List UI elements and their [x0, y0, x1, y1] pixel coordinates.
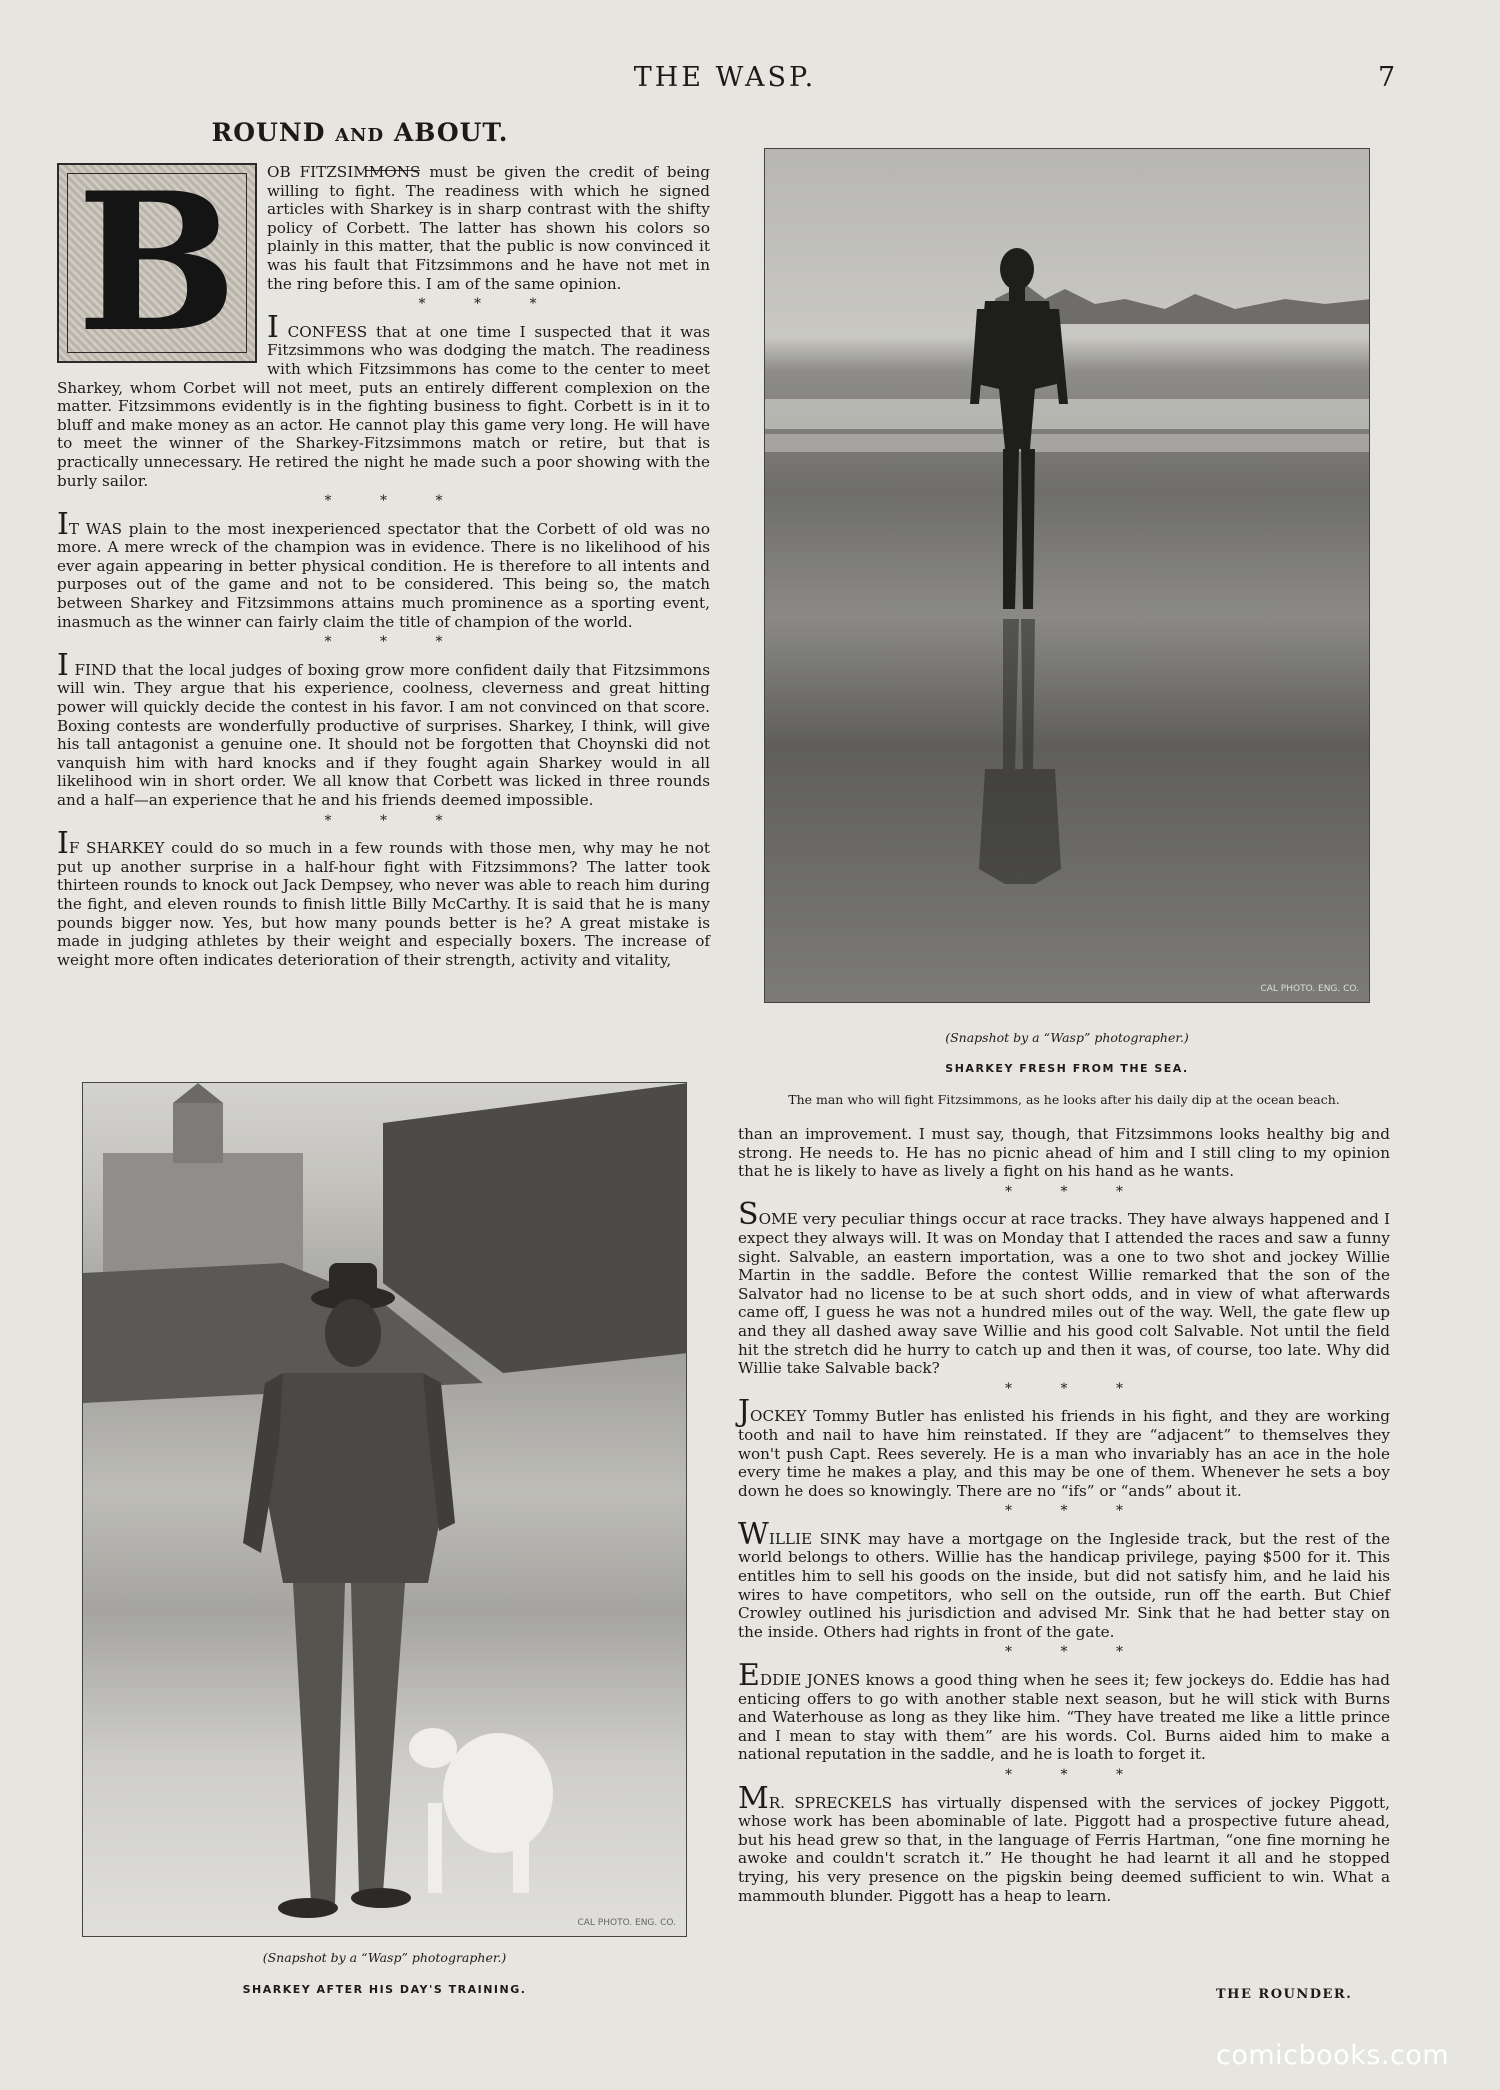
paragraph-text: CONFESS that at one time I suspected that it was Fitzsimmons who was dodging the match. The readiness with which Fitzsimmons has come to the center to meet Sharkey, whom Corbet will not meet, puts an entirely different complexion on the matter. Fitzsimmons evidently is in the fighting business to fight. Corbett is in it to bluff and make money as an actor. He cannot play this game very long. He will have to meet the winner of the Sharkey-Fitzsimmons match or retire, but that is practically unnecessary. He retired the night he made such a poor showing with the burly sailor. [57, 322, 710, 490]
right-article-column [738, 1125, 1390, 1905]
paragraph [738, 1394, 1390, 1500]
beach-photo-illustration [765, 149, 1370, 1003]
paragraph-initial: M [738, 1780, 769, 1816]
section-title-word: ROUND [211, 118, 326, 147]
paragraph-initial: S [738, 1197, 759, 1233]
left-article-column [57, 151, 710, 969]
paragraph-text: OME very peculiar things occur at race tracks. They have always happened and I expect they always will. It was on Monday that I attended the races and saw a funny sight. Salvable, an eastern importation, was a one to two shot and jockey Willie Martin in the saddle. Before the contest Willie remarked that the son of the Salvator had no license to be at such short odds, and in view of what afterwards came off, I guess he was not a hundred miles out of the way. Well, the gate flew up and they all dashed away save Willie and his good colt Salvable. Not until the field hit the stretch did he hurry to catch up and then it was, of course, too late. Why did Willie take Salvable back? [738, 1210, 1391, 1378]
paragraph-initial: I [57, 506, 69, 542]
photo-sharkey-at-sea [764, 148, 1370, 1003]
section-separator: * * * [1005, 1380, 1145, 1397]
site-watermark: comicbooks.com [1216, 2040, 1450, 2071]
author-signature: THE ROUNDER. [1216, 1987, 1353, 2002]
photo-title: SHARKEY AFTER HIS DAY'S TRAINING. [242, 1983, 527, 1996]
section-separator: * * * [1005, 1183, 1145, 1200]
section-separator: * * * [324, 812, 465, 829]
paragraph-initial: I [57, 647, 69, 683]
cliff-house-photo-illustration [83, 1083, 687, 1937]
page-number: 7 [1378, 62, 1396, 93]
running-title: THE WASP. [633, 62, 817, 93]
paragraph-text: FIND that the local judges of boxing grow more confident daily that Fitzsimmons will win. They argue that his experience, coolness, cleverness and great hitting power will quickly decide the contest in his favor. I am not convinced on that score. Boxing contests are wonderfully productive of surprises. Sharkey, I think, will give his tall antagonist a genuine one. It should not be forgotten that Choynski did not vanquish him with hard knocks and if they fought again Sharkey would in all likelihood win in short order. We all know that Corbett was licked in three rounds and a half—an experience that he and his friends deemed impossible. [57, 660, 710, 809]
section-separator: * * * [1005, 1503, 1145, 1520]
paragraph [57, 506, 710, 632]
photo-credit: (Snapshot by a “Wasp” photographer.) [945, 1030, 1189, 1045]
paragraph [57, 647, 710, 810]
section-separator: * * * [418, 296, 559, 313]
masthead [0, 62, 1500, 102]
paragraph [738, 1780, 1390, 1906]
paragraph: OB FITZSIMMONS must be given the credit of being willing to fight. The readiness with which he signed articles with Sharkey is in sharp contrast with the shifty policy of Corbett. The latter has shown his colors so plainly in this matter, that the public is now convinced it was his fault that Fitzsimmons and he have not met in the ring before this. I am of the same opinion. [267, 163, 710, 293]
paragraph-initial: I [57, 826, 69, 862]
paragraph: than an improvement. I must say, though, that Fitzsimmons looks healthy big and strong. He needs to. He has no picnic ahead of him and I still cling to my opinion that he is likely to have as lively a fight on his hand as he wants. [738, 1125, 1390, 1181]
photo-title: SHARKEY FRESH FROM THE SEA. [945, 1062, 1189, 1075]
paragraph-text: ILLIE SINK may have a mortgage on the Ingleside track, but the rest of the world belongs to others. Willie has the handicap privilege, paying $500 for it. This entitles him to sell his goods on the inside, but did not satisfy him, and he laid his wires to have competitors, who sell on the outside, run off the earth. But Chief Crowley outlined his jurisdiction and advised Mr. Sink that he had better stay on the inside. Others had rights in front of the gate. [738, 1529, 1390, 1641]
section-separator: * * * [1005, 1644, 1145, 1661]
section-title [60, 118, 660, 147]
paragraph [57, 826, 710, 969]
paragraph-initial: J [738, 1394, 751, 1430]
paragraph [738, 1516, 1390, 1642]
paragraph-text: T WAS plain to the most inexperienced spectator that the Corbett of old was no more. A mere wreck of the champion was in evidence. There is no likelihood of his ever again appearing in better physical condition. He is therefore to all intents and purposes out of the game and not to be considered. This being so, the match between Sharkey and Fitzsimmons attains much prominence as a sporting event, inasmuch as the winner can fairly claim the title of champion of the world. [57, 519, 710, 631]
section-separator: * * * [1005, 1767, 1145, 1783]
section-title-word: AND [335, 125, 385, 146]
engraver-credit: CAL PHOTO. ENG. CO. [577, 1918, 676, 1928]
paragraph [738, 1658, 1390, 1764]
paragraph-text: R. SPRECKELS has virtually dispensed with the services of jockey Piggott, whose work has been abominable of late. Piggott had a prospective future ahead, but his head grew so that, in the language of Ferris Hartman, “one fine morning he awoke and couldn't scratch it.” He thought he had learnt it all and he stopped trying, his very presence on the pigskin being deemed sufficient to win. What a mammouth blunder. Piggott has a heap to learn. [738, 1793, 1390, 1905]
drop-cap-letter: B [76, 151, 238, 374]
photo-credit: (Snapshot by a “Wasp” photographer.) [262, 1950, 507, 1965]
paragraph-initial: E [738, 1658, 760, 1694]
paragraph-initial: I [267, 309, 279, 345]
ornamental-drop-cap [57, 151, 257, 374]
paragraph-text: F SHARKEY could do so much in a few rounds with those men, why may he not put up another surprise in a half-hour fight with Fitzsimmons? The latter took thirteen rounds to knock out Jack Dempsey, who never was able to reach him during the fight, and eleven rounds to finish little Billy McCarthy. It is said that he is many pounds bigger now. Yes, but how many pounds better is he? A great mistake is made in judging athletes by their weight and especially boxers. The increase of weight more often indicates deterioration of their strength, activity and vitality, [57, 839, 710, 969]
section-separator: * * * [324, 634, 465, 651]
section-title-word: ABOUT. [393, 118, 509, 147]
photo-caption: The man who will fight Fitzsimmons, as he looks after his daily dip at the ocean beach. [788, 1092, 1340, 1107]
paragraph [738, 1197, 1391, 1378]
section-separator: * * * [324, 493, 465, 510]
paragraph-text: DDIE JONES knows a good thing when he sees it; few jockeys do. Eddie has had enticing offers to go with another stable next season, but he will stick with Burns and Waterhouse as long as they like him. “They have treated me like a little prince and I mean to stay with them” are his words. Col. Burns aided him to make a national reputation in the saddle, and he is loath to forget it. [738, 1671, 1390, 1764]
photo-sharkey-training [82, 1082, 687, 1937]
paragraph-initial: W [738, 1516, 769, 1552]
engraver-credit: CAL PHOTO. ENG. CO. [1260, 984, 1359, 994]
paragraph-text: OCKEY Tommy Butler has enlisted his friends in his fight, and they are working tooth and nail to have him reinstated. If they are “adjacent” to themselves they won't push Capt. Rees severely. He is a man who invariably has an ace in the hole every time he makes a play, and this may be one of them. Whenever he sets a boy down he does so knowingly. There are no “ifs” or “ands” about it. [738, 1407, 1390, 1500]
